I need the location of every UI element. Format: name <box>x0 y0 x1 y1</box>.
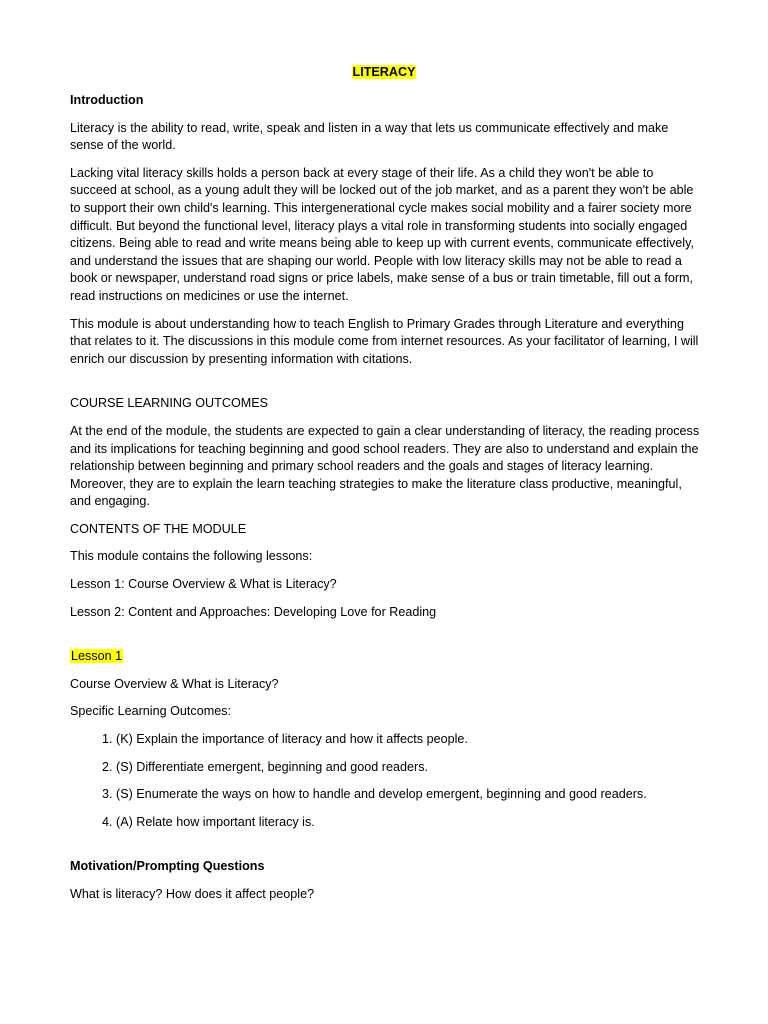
spacer <box>70 841 700 858</box>
intro-paragraph-1: Literacy is the ability to read, write, speak and listen in a way that lets us communicate effectively and make sense of the world. <box>70 120 669 153</box>
lesson1-label-row <box>70 648 700 666</box>
introduction-heading: Introduction <box>70 93 144 107</box>
list-item: 1. (K) Explain the importance of literacy and how it affects people. <box>116 731 700 749</box>
lesson-entry-1: Lesson 1: Course Overview & What is Literacy? <box>70 577 337 592</box>
intro-paragraph-2: Lacking vital literacy skills holds a person back at every stage of their life. As a child they won't be able to succeed at school, as a young adult they will be locked out of the job market, and as a parent they won't be able to support their own child's learning. This intergenerational cycle makes social mobility and a fairer society more difficult. But beyond the functional level, literacy plays a vital role in transforming students into socially engaged citizens. Being able to read and write means being able to keep up with current events, communicate effectively, and understand the issues that are shaping our world. People with low literacy skills may not be able to read a book or newspaper, understand road signs or price labels, make sense of a bus or train timetable, fill out a form, read instructions on medicines or use the internet. <box>70 165 694 303</box>
specific-outcomes-label: Specific Learning Outcomes: <box>70 704 232 719</box>
lesson1-label: Lesson 1 <box>71 649 123 664</box>
lesson1-title: Course Overview & What is Literacy? <box>70 676 279 691</box>
motivation-heading: Motivation/Prompting Questions <box>70 859 265 874</box>
document-title: LITERACY <box>352 65 416 79</box>
spacer <box>70 631 700 648</box>
specific-outcomes-list <box>70 731 700 831</box>
list-item: 4. (A) Relate how important literacy is. <box>116 814 700 832</box>
document-body <box>70 92 700 914</box>
spacer <box>70 378 700 395</box>
document-title-row <box>0 64 768 82</box>
course-outcomes-paragraph: At the end of the module, the students are expected to gain a clear understanding of literacy, the reading process and its implications for teaching beginning and good school readers. They are also to understand and explain the relationship between beginning and primary school readers and the goals and stages of literacy learning. Moreover, they are to explain the learn teaching strategies to make the literature class productive, meaningful, and engaging. <box>70 423 700 509</box>
lesson-entry-2: Lesson 2: Content and Approaches: Developing Love for Reading <box>70 604 437 619</box>
motivation-question: What is literacy? How does it affect people? <box>70 887 315 901</box>
intro-paragraph-3: This module is about understanding how to teach English to Primary Grades through Literature and everything that relates to it. The discussions in this module come from internet resources. As your facilitator of learning, I will enrich our discussion by presenting information with citations. <box>70 316 699 366</box>
module-contents-heading: CONTENTS OF THE MODULE <box>70 521 247 536</box>
module-contents-intro: This module contains the following lessons: <box>70 549 313 564</box>
list-item: 2. (S) Differentiate emergent, beginning and good readers. <box>116 759 700 777</box>
list-item: 3. (S) Enumerate the ways on how to handle and develop emergent, beginning and good readers. <box>116 786 700 804</box>
course-outcomes-heading: COURSE LEARNING OUTCOMES <box>70 396 269 411</box>
